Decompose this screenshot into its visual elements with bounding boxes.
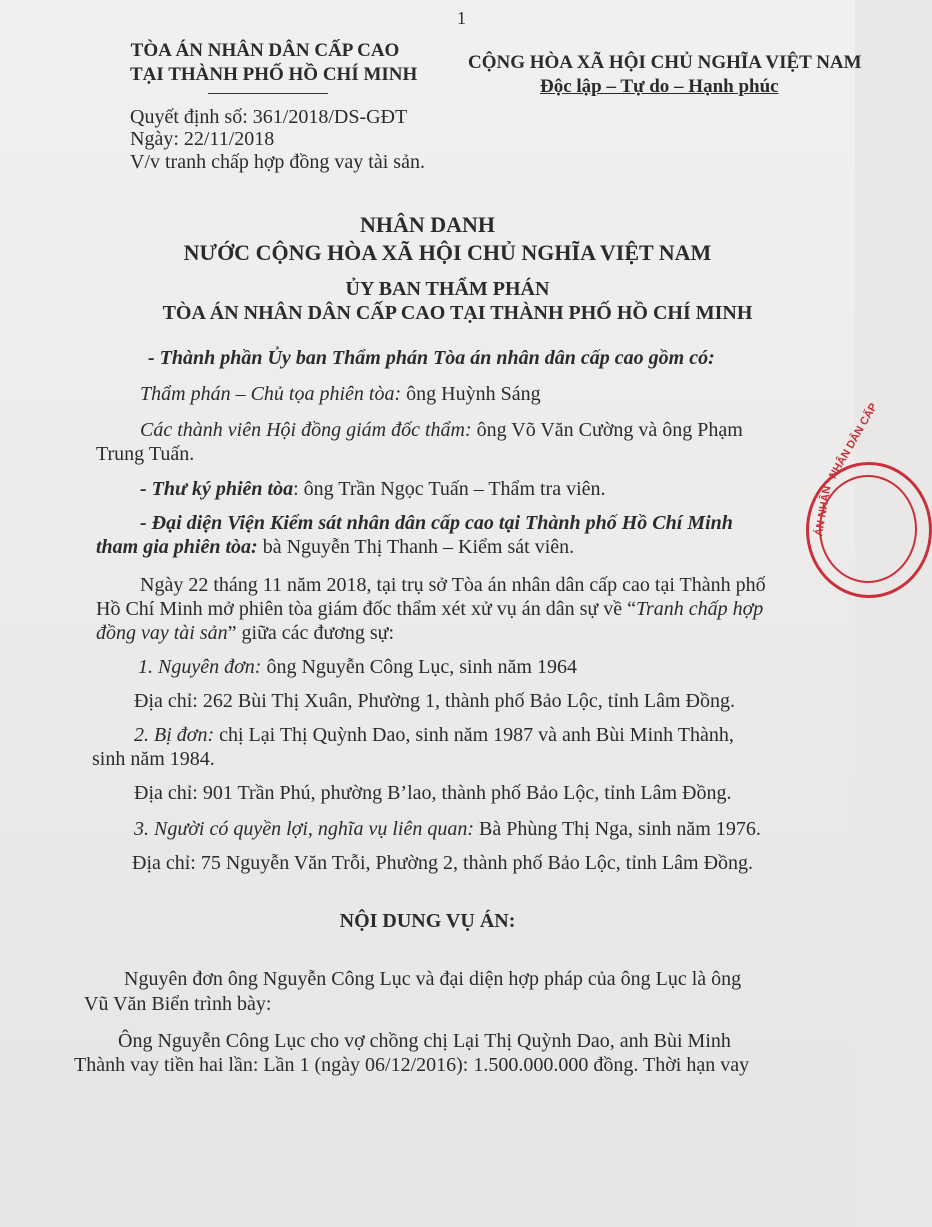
decision-date: Ngày: 22/11/2018 — [130, 128, 275, 150]
court-name-line1: TÒA ÁN NHÂN DÂN CẤP CAO — [130, 40, 400, 61]
procuracy-label-line2: tham gia phiên tòa: — [96, 536, 258, 558]
content-p1-line1: Nguyên đơn ông Nguyễn Công Lục và đại diện hợp pháp của ông Lục là ông — [124, 968, 742, 990]
procuracy-value: bà Nguyễn Thị Thanh – Kiểm sát viên. — [257, 536, 575, 558]
members-value: ông Võ Văn Cường và ông Phạm — [471, 419, 743, 441]
content-p2-line2: Thành vay tiền hai lần: Lần 1 (ngày 06/12/2016): 1.500.000.000 đồng. Thời hạn vay — [74, 1054, 750, 1076]
header-left-rule — [208, 93, 328, 94]
members-label: Các thành viên Hội đồng giám đốc thẩm: — [140, 419, 472, 441]
title-committee: ỦY BAN THẨM PHÁN — [345, 278, 550, 300]
defendant-value: chị Lại Thị Quỳnh Dao, sinh năm 1987 và anh Bùi Minh Thành, — [214, 724, 734, 746]
intro-line2 — [96, 598, 763, 621]
intro-line3-text: ” giữa các đương sự: — [227, 622, 395, 644]
decision-number: Quyết định số: 361/2018/DS-GĐT — [130, 106, 408, 128]
page-number: 1 — [457, 8, 466, 28]
intro-line3 — [96, 622, 394, 645]
presiding-label: Thẩm phán – Chủ tọa phiên tòa: — [140, 383, 402, 405]
court-seal-text-side: ÁN NHÂN — [813, 485, 834, 538]
court-seal — [806, 401, 932, 598]
content-p2-line1: Ông Nguyễn Công Lục cho vợ chồng chị Lại Thị Quỳnh Dao, anh Bùi Minh — [118, 1030, 731, 1052]
national-title: CỘNG HÒA XÃ HỘI CHỦ NGHĨA VIỆT NAM — [468, 52, 862, 73]
title-in-the-name: NHÂN DANH — [359, 212, 496, 237]
defendant-address: Địa chỉ: 901 Trần Phú, phường B’lao, thành phố Bảo Lộc, tỉnh Lâm Đồng. — [134, 782, 732, 804]
presiding-value: ông Huỳnh Sáng — [401, 383, 541, 405]
related-value: Bà Phùng Thị Nga, sinh năm 1976. — [473, 818, 761, 840]
case-type-part1: Tranh chấp hợp — [635, 598, 764, 620]
presiding-judge — [140, 383, 541, 406]
title-court: TÒA ÁN NHÂN DÂN CẤP CAO TẠI THÀNH PHỐ HỒ CHÍ MINH — [162, 302, 753, 324]
related-label: 3. Người có quyền lợi, nghĩa vụ liên quan: — [134, 818, 474, 840]
secretary-value: : ông Trần Ngọc Tuấn – Thẩm tra viên. — [293, 478, 606, 500]
related-party — [134, 818, 761, 841]
intro-line1: Ngày 22 tháng 11 năm 2018, tại trụ sở Tòa án nhân dân cấp cao tại Thành phố — [140, 574, 766, 596]
decision-subject: V/v tranh chấp hợp đồng vay tài sản. — [130, 151, 425, 173]
procuracy-line2 — [96, 536, 574, 559]
plaintiff-value: ông Nguyễn Công Lục, sinh năm 1964 — [261, 656, 577, 678]
defendant-label: 2. Bị đơn: — [134, 724, 215, 746]
title-country: NƯỚC CỘNG HÒA XÃ HỘI CHỦ NGHĨA VIỆT NAM — [183, 240, 712, 265]
defendant — [134, 724, 734, 747]
intro-line2-text: Hồ Chí Minh mở phiên tòa giám đốc thẩm xét xử vụ án dân sự về “ — [96, 598, 636, 620]
plaintiff-address: Địa chỉ: 262 Bùi Thị Xuân, Phường 1, thành phố Bảo Lộc, tỉnh Lâm Đồng. — [134, 690, 735, 712]
panel-members-cont: Trung Tuấn. — [96, 443, 195, 465]
panel-members — [140, 419, 743, 442]
court-seal-inner-ring — [819, 475, 917, 583]
related-address: Địa chỉ: 75 Nguyễn Văn Trỗi, Phường 2, thành phố Bảo Lộc, tỉnh Lâm Đồng. — [132, 852, 754, 874]
procuracy-label-line1: - Đại diện Viện Kiểm sát nhân dân cấp cao tại Thành phố Hồ Chí Minh — [140, 512, 733, 534]
court-name-line2: TẠI THÀNH PHỐ HỒ CHÍ MINH — [130, 64, 418, 85]
secretary-label: - Thư ký phiên tòa — [140, 478, 294, 500]
content-p1-line2: Vũ Văn Biển trình bày: — [84, 993, 272, 1015]
composition-heading: - Thành phần Ủy ban Thẩm phán Tòa án nhân dân cấp cao gồm có: — [148, 347, 715, 369]
national-motto: Độc lập – Tự do – Hạnh phúc — [540, 76, 779, 97]
content-heading: NỘI DUNG VỤ ÁN: — [339, 910, 516, 932]
defendant-value-cont: sinh năm 1984. — [92, 748, 215, 770]
plaintiff-label: 1. Nguyên đơn: — [138, 656, 262, 678]
case-type-part2: đồng vay tài sản — [96, 622, 228, 644]
plaintiff — [138, 656, 577, 679]
court-secretary — [140, 478, 606, 501]
court-seal-text-top: NHÂN DÂN CẤP — [827, 401, 880, 481]
